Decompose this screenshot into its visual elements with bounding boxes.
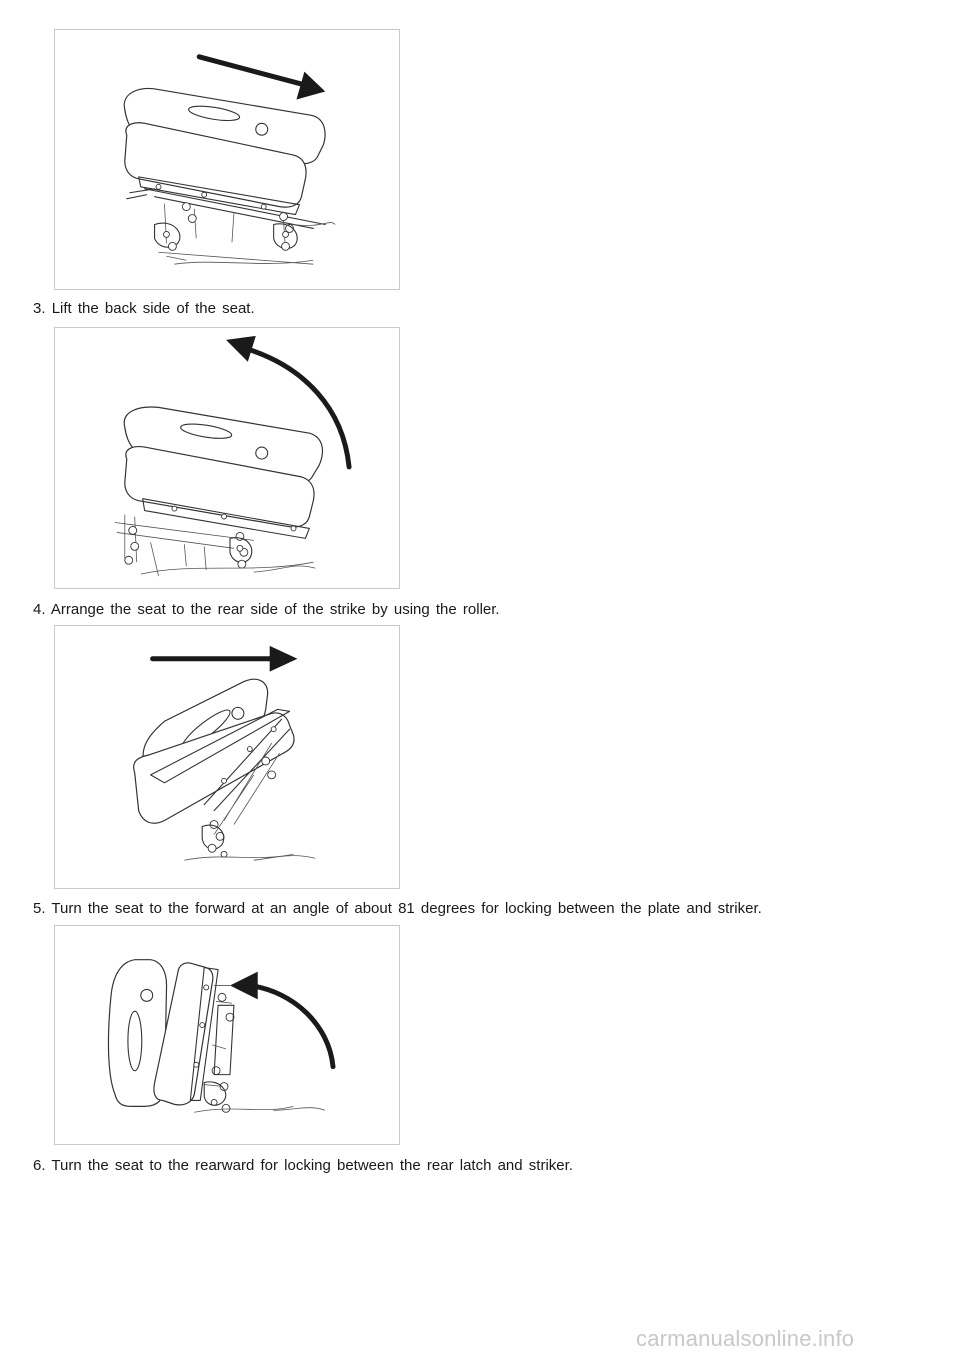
figure-seat-tilted <box>54 625 400 889</box>
step-3 <box>33 300 255 318</box>
figure-seat-lift <box>54 327 400 589</box>
step-5 <box>33 900 762 918</box>
step-number: 6. <box>33 1157 46 1174</box>
seat-tilted-right-arrow-illustration <box>55 626 399 888</box>
seat-upright-curved-arrow-illustration <box>55 926 399 1144</box>
step-text: Lift the back side of the seat. <box>51 300 255 317</box>
figure-seat-slide <box>54 29 400 290</box>
step-text: Turn the seat to the forward at an angle of about 81 degrees for locking between the plate and striker. <box>51 900 762 917</box>
seat-lift-curved-arrow-illustration <box>55 328 399 588</box>
step-text: Arrange the seat to the rear side of the strike by using the roller. <box>50 601 500 618</box>
figure-seat-upright <box>54 925 400 1145</box>
watermark: carmanualsonline.info <box>636 1326 855 1351</box>
step-number: 4. <box>33 601 46 618</box>
step-number: 3. <box>33 300 46 317</box>
step-number: 5. <box>33 900 46 917</box>
seat-slide-right-arrow-illustration <box>55 30 399 289</box>
step-text: Turn the seat to the rearward for locking between the rear latch and striker. <box>51 1157 573 1174</box>
step-6 <box>33 1157 573 1175</box>
step-4 <box>33 601 500 619</box>
